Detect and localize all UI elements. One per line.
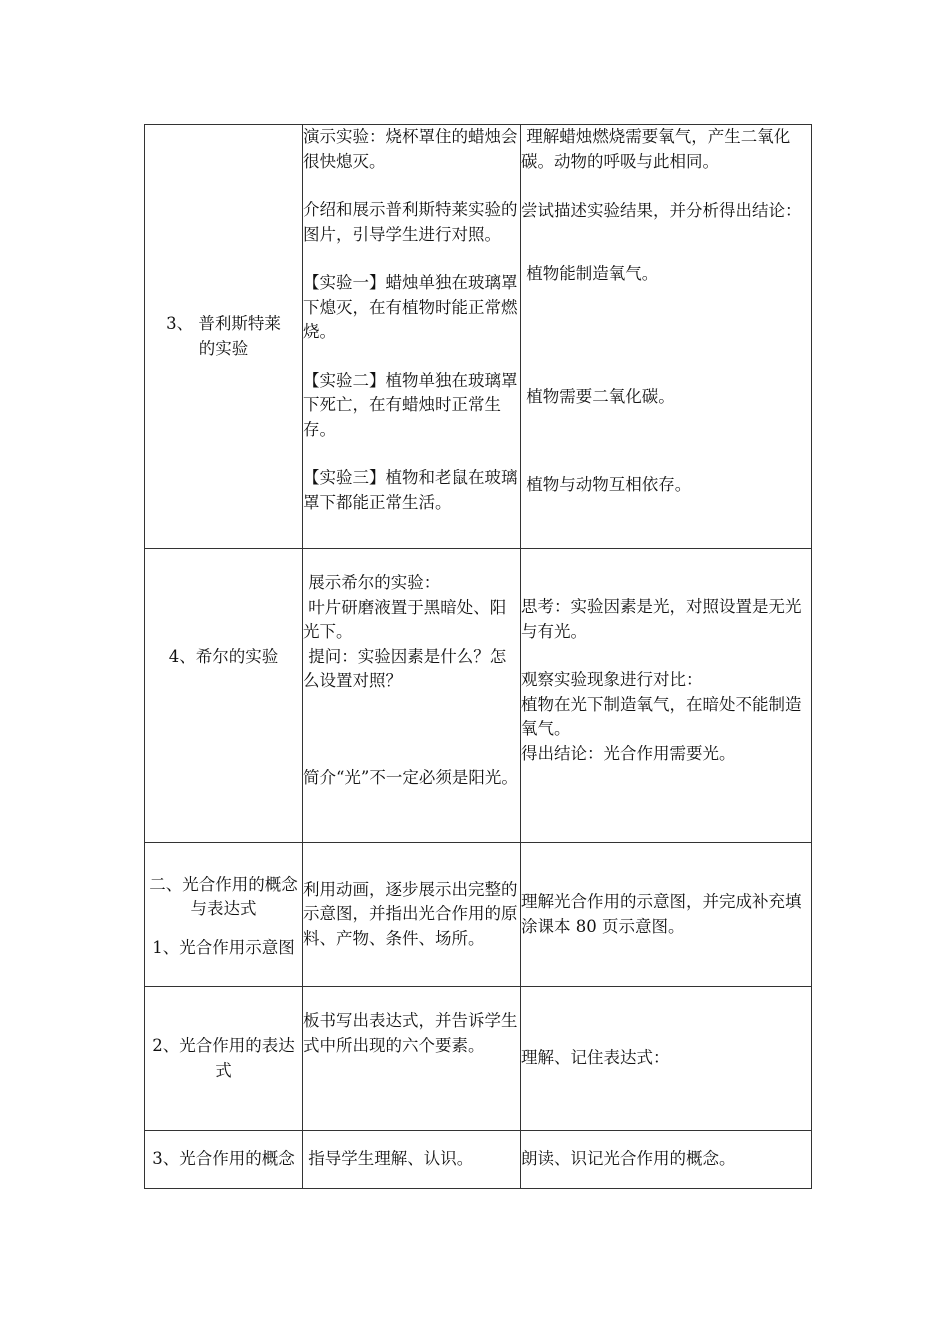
topic-cell [145,843,303,987]
teacher-text: 利用动画，逐步展示出完整的示意图，并指出光合作用的原料、产物、条件、场所。 [303,879,518,948]
topic-text: 二、光合作用的概念与表达式 [149,874,298,919]
teacher-text: 展示希尔的实验： [303,573,441,592]
lesson-plan-table [144,124,812,1189]
student-activity-cell [521,987,812,1131]
topic-cell [145,987,303,1131]
topic-cell [145,125,303,549]
student-text: 植物与动物互相依存。 [521,474,692,494]
teacher-text: 【实验一】蜡烛单独在玻璃罩下熄灭，在有植物时能正常燃烧。 [303,273,518,341]
teacher-text: 介绍和展示普利斯特莱实验的图片，引导学生进行对照。 [303,200,518,244]
student-text: 思考：实验因素是光，对照设置是无光与有光。 [521,597,802,641]
student-text: 植物需要二氧化碳。 [521,387,675,406]
table-row [145,549,812,843]
student-activity-cell [521,125,812,549]
topic-cell [145,549,303,843]
topic-text: 3、 普利斯特莱的实验 [166,314,281,358]
table-row [145,125,812,549]
table-row [145,843,812,987]
table-row [145,987,812,1131]
topic-text: 2、光合作用的表达式 [152,1036,295,1080]
student-text: 理解蜡烛燃烧需要氧气，产生二氧化碳。动物的呼吸与此相同。 [521,127,791,171]
teacher-activity-cell [303,125,521,549]
topic-cell [145,1131,303,1189]
teacher-text: 叶片研磨液置于黑暗处、阳光下。 [303,597,507,641]
student-text: 植物能制造氧气。 [521,263,659,283]
topic-text: 1、光合作用示意图 [152,937,295,957]
topic-text: 4、希尔的实验 [168,647,279,666]
student-text: 尝试描述实验结果，并分析得出结论： [521,201,802,220]
teacher-activity-cell [303,549,521,843]
student-activity-cell [521,843,812,987]
teacher-activity-cell [303,987,521,1131]
teacher-text: 提问：实验因素是什么？怎么设置对照？ [303,646,507,690]
teacher-text: 简介“光”不一定必须是阳光。 [303,767,518,787]
student-text: 得出结论：光合作用需要光。 [521,743,736,763]
teacher-activity-cell [303,1131,521,1189]
student-text: 理解、记住表达式： [521,1048,670,1068]
topic-text: 3、光合作用的概念 [152,1149,295,1169]
student-text: 植物在光下制造氧气，在暗处不能制造氧气。 [521,694,802,738]
student-text: 观察实验现象进行对比： [521,670,703,689]
student-activity-cell [521,549,812,843]
table-row [145,1131,812,1189]
teacher-text: 指导学生理解、认识。 [303,1149,474,1169]
student-text: 理解光合作用的示意图，并完成补充填涂课本 80 页示意图。 [521,892,802,936]
teacher-text: 【实验三】植物和老鼠在玻璃罩下都能正常生活。 [303,468,518,512]
student-activity-cell [521,1131,812,1189]
teacher-text: 演示实验：烧杯罩住的蜡烛会很快熄灭。 [303,127,518,171]
teacher-text: 板书写出表达式，并告诉学生式中所出现的六个要素。 [303,1011,518,1055]
teacher-activity-cell [303,843,521,987]
student-text: 朗读、识记光合作用的概念。 [521,1149,736,1169]
teacher-text: 【实验二】植物单独在玻璃罩下死亡，在有蜡烛时正常生存。 [303,370,518,439]
